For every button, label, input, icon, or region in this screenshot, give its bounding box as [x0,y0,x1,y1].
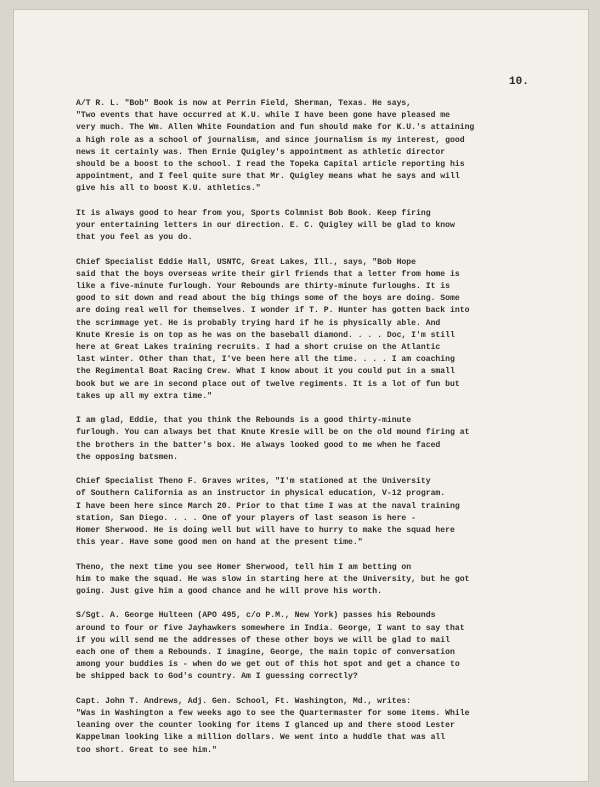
paragraph-john-andrews-letter: Capt. John T. Andrews, Adj. Gen. School, Ft. Washington, Md., writes: "Was in Washington a few weeks ago to see the Quartermaster for some items. While leaning over the counter looking for items I glanced up and there stood Lester Kappelman looking like a million dollars. We went into a huddle that was all too short. Great to see him." [76,696,470,755]
paragraph-george-hulteen: S/Sgt. A. George Hulteen (APO 495, c/o P.M., New York) passes his Rebounds around to four or five Jayhawkers somewhere in India. George, I want to say that if you will send me the addresses of these other boys we will be glad to mail each one of them a Rebounds. I imagine, George, the main topic of conversation among your buddies is - when do we get out of this hot spot and get a chance to be shipped back to God's country. Am I guessing correctly? [76,611,465,682]
page-number: 10. [509,76,529,88]
paragraph-eddie-hall-reply: I am glad, Eddie, that you think the Rebounds is a good thirty-minute furlough. You can always bet that Knute Kresie will be on the old mound firing at the brothers in the batter's box. He always looked good to me when he faced the opposing batsmen. [76,416,470,462]
paragraph-eddie-hall-letter: Chief Specialist Eddie Hall, USNTC, Great Lakes, Ill., says, "Bob Hope said that the boys overseas write their girl friends that a letter from home is like a five-minute furlough. Your Rebounds are thirty-minute furloughs. It is good to sit down and read about the big things some of the boys are doing. Some are doing real well for themselves. I wonder if T. P. Hunter has gotten back into the scrimmage yet. He is probably trying hard if he is physically able. And Knute Kresie is on top as he was on the baseball diamond. . . . Doc, I'm still here at Great Lakes training recruits. I had a short cruise on the Atlantic last winter. Other than that, I've been here all the time. . . . I am coaching the Regimental Boat Racing Crew. What I know about it you could put in a small book but we are in second place out of twelve regiments. It is a lot of fun but takes up all my extra time." [76,257,470,401]
paragraph-theno-graves-reply: Theno, the next time you see Homer Sherwood, tell him I am betting on him to make the squad. He was slow in starting here at the University, but he got going. Just give him a good chance and he will prove his worth. [76,562,470,597]
typed-page [14,10,588,781]
paragraph-theno-graves-letter: Chief Specialist Theno F. Graves writes, "I'm stationed at the University of Southern California as an instructor in physical education, V-12 program. I have been here since March 20. Prior to that time I was at the naval training station, San Diego. . . . One of your players of last season is here - Homer Sherwood. He is doing well but will have to hurry to make the squad here this year. Have some good men on hand at the present time." [76,477,460,548]
paragraph-bob-book-letter: A/T R. L. "Bob" Book is now at Perrin Field, Sherman, Texas. He says, "Two events that have occurred at K.U. while I have been gone have pleased me very much. The Wm. Allen White Foundation and fun should make for K.U.'s attaining a high role as a school of journalism, and since journalism is my interest, good news it certainly was. Then Ernie Quigley's appointment as athletic director should be a boost to the school. I read the Topeka Capital article reporting his appointment, and I feel quite sure that Mr. Quigley means what he says and will give his all to boost K.U. athletics." [76,99,475,194]
paragraph-bob-book-reply: It is always good to hear from you, Sports Colmnist Bob Book. Keep firing your entertaining letters in our direction. E. C. Quigley will be glad to know that you feel as you do. [76,208,455,243]
page-body [76,98,562,769]
